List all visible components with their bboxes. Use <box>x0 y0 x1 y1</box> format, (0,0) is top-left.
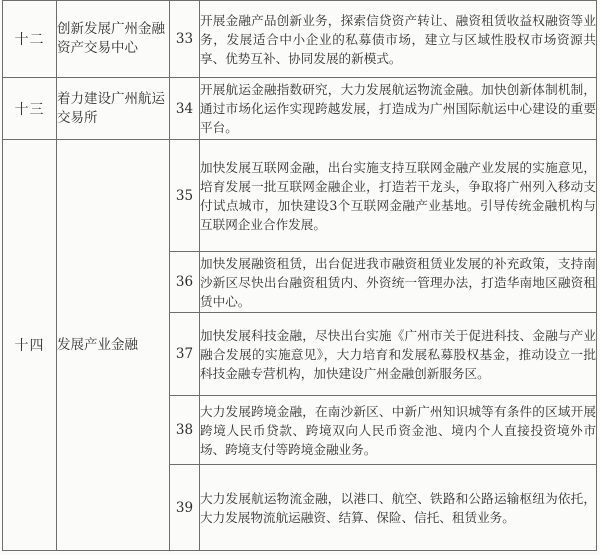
section-number: 十二 <box>3 1 57 78</box>
item-text: 加快发展科技金融，尽快出台实施《广州市关于促进科技、金融与产业融合发展的实施意见》，大力培育和发展私募股权基金，推动设立一批科技金融专营机构，加快建设广州金融创新服务区。 <box>200 327 596 381</box>
section-number: 十四 <box>3 140 57 551</box>
item-text: 大力发展跨境金融，在南沙新区、中新广州知识城等有条件的区域开展跨境人民币贷款、跨境双向人民币资金池、境内个人直接投资境外市场、跨境支付等跨境金融业务。 <box>200 403 596 457</box>
item-content <box>200 396 597 465</box>
section-topic: 创新发展广州金融资产交易中心 <box>57 1 170 78</box>
item-text: 加快发展融资租赁，出台促进我市融资租赁业发展的补充政策，支持南沙新区尽快出台融资租赁内、外资统一管理办法，打造华南地区融资租赁中心。 <box>200 255 596 309</box>
item-index: 33 <box>170 1 200 78</box>
item-index: 36 <box>170 252 200 313</box>
item-index: 35 <box>170 140 200 252</box>
table-row <box>3 1 597 78</box>
section-topic: 发展产业金融 <box>57 140 170 551</box>
item-text: 大力发展航运物流金融，以港口、航空、铁路和公路运输枢纽为依托，大力发展物流航运融资、结算、保险、信托、租赁业务。 <box>200 490 596 525</box>
table-row <box>3 78 597 140</box>
item-index: 37 <box>170 313 200 396</box>
item-index: 39 <box>170 465 200 551</box>
item-content <box>200 1 597 78</box>
item-content <box>200 78 597 140</box>
section-number: 十三 <box>3 78 57 140</box>
item-text: 开展航运金融指数研究，大力发展航运物流金融。加快创新体制机制，通过市场化运作实现跨越发展，打造成为广州国际航运中心建设的重要平台。 <box>200 82 596 135</box>
item-text: 开展金融产品创新业务，探索信贷资产转让、融资租赁收益权融资等业务，发展适合中小企业的私募债市场，建立与区域性股权市场资源共享、优势互补、协同发展的新模式。 <box>200 12 596 66</box>
section-topic: 着力建设广州航运交易所 <box>57 78 170 140</box>
policy-table <box>2 0 597 551</box>
table-row <box>3 140 597 252</box>
item-content <box>200 465 597 551</box>
item-index: 38 <box>170 396 200 465</box>
item-content <box>200 140 597 252</box>
item-content <box>200 313 597 396</box>
item-index: 34 <box>170 78 200 140</box>
item-content <box>200 252 597 313</box>
item-text: 加快发展互联网金融，出台实施支持互联网金融产业发展的实施意见，培育发展一批互联网金融企业，打造若干龙头，争取将广州列入移动支付试点城市，加快建设3个互联网金融产业基地。引导传统金融机构与互联网企业合作发展。 <box>200 159 596 232</box>
